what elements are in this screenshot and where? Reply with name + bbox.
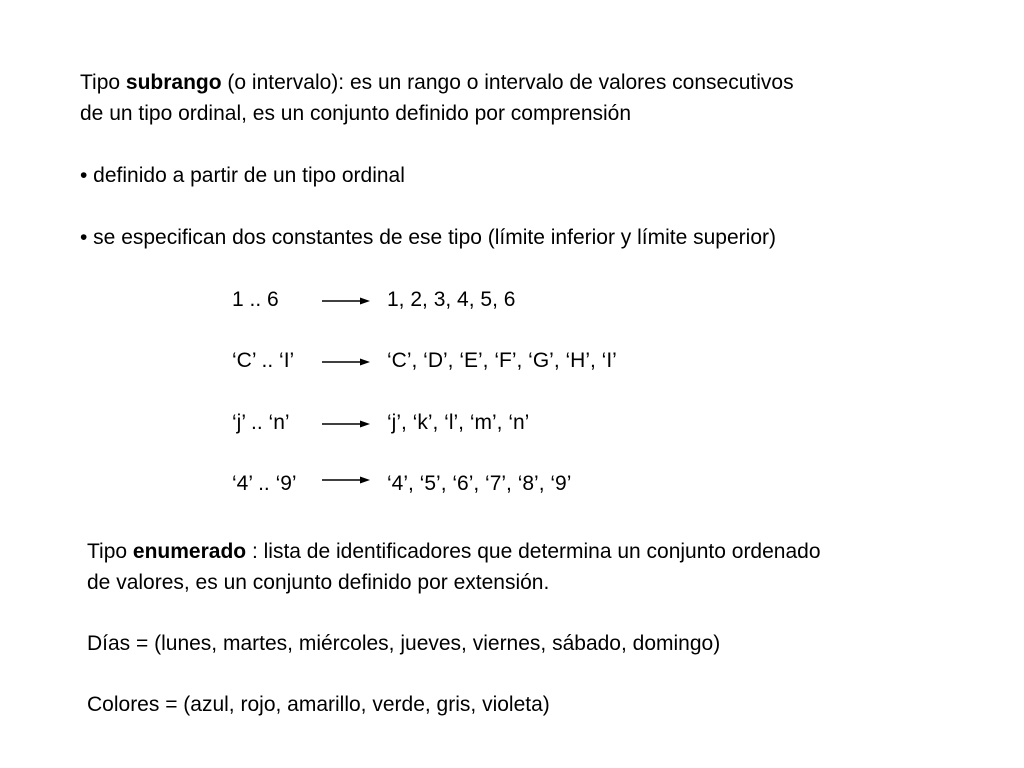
subrango-description: (o intervalo): es un rango o intervalo de valores consecutivos: [221, 71, 794, 94]
dias-example: Días = (lunes, martes, miércoles, jueves, viernes, sábado, domingo): [87, 632, 721, 655]
subrango-prefix: Tipo: [80, 71, 126, 94]
subrango-bullet-2: • se especifican dos constantes de ese tipo (límite inferior y límite superior): [80, 226, 776, 249]
arrow-right-icon: [322, 295, 370, 307]
subrango-definition-line-2: de un tipo ordinal, es un conjunto definido por comprensión: [80, 102, 632, 125]
subrango-bullet-1: • definido a partir de un tipo ordinal: [80, 164, 405, 187]
example-values-4: ‘4’, ‘5’, ‘6’, ‘7’, ‘8’, ‘9’: [387, 472, 572, 495]
arrow-right-icon: [322, 418, 370, 430]
enumerado-term: enumerado: [132, 540, 247, 563]
example-range-2: ‘C’ .. ‘I’: [232, 349, 295, 372]
subrango-term: subrango: [125, 71, 222, 94]
example-values-2: ‘C’, ‘D’, ‘E’, ‘F’, ‘G’, ‘H’, ‘I’: [387, 349, 617, 372]
enumerado-definition-line-1: [87, 541, 821, 562]
enumerado-description: : lista de identificadores que determina un conjunto ordenado: [246, 540, 821, 563]
example-values-3: ‘j’, ‘k’, ‘l’, ‘m’, ‘n’: [387, 411, 530, 434]
example-values-1: 1, 2, 3, 4, 5, 6: [387, 288, 516, 311]
example-range-1: 1 .. 6: [232, 288, 279, 311]
arrow-right-icon: [322, 474, 370, 486]
subrango-definition-line-1: [80, 72, 794, 93]
enumerado-prefix: Tipo: [87, 540, 133, 563]
example-range-4: ‘4’ .. ‘9’: [232, 472, 297, 495]
colores-example: Colores = (azul, rojo, amarillo, verde, gris, violeta): [87, 693, 550, 716]
arrow-right-icon: [322, 356, 370, 368]
example-range-3: ‘j’ .. ‘n’: [232, 411, 290, 434]
enumerado-definition-line-2: de valores, es un conjunto definido por extensión.: [87, 571, 550, 594]
